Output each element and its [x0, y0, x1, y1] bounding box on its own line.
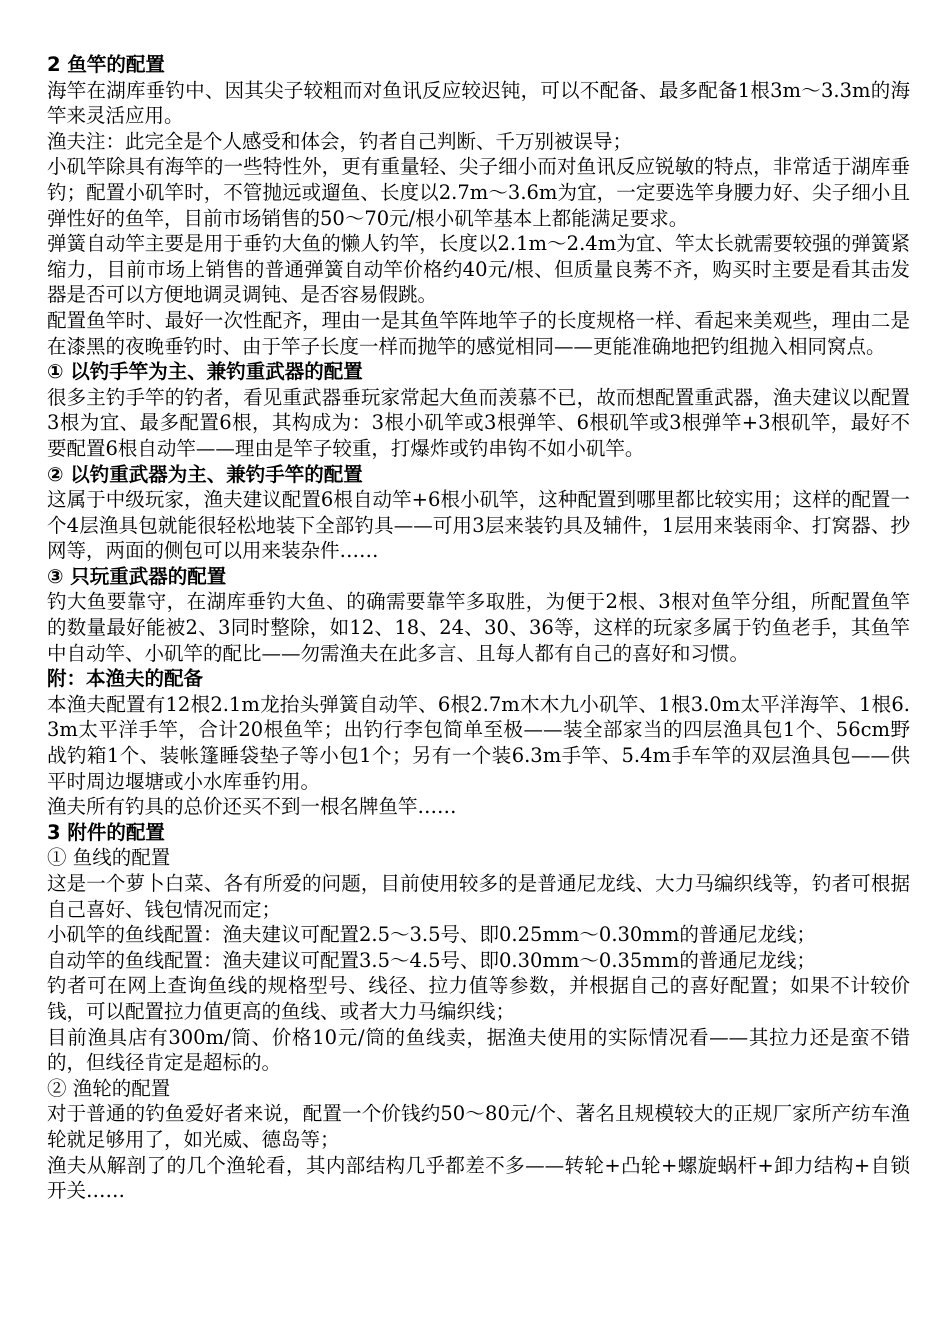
- section-heading-accessories: 3 附件的配置: [47, 820, 165, 844]
- paragraph-line-small-rod: 小矶竿的鱼线配置：渔夫建议可配置2.5～3.5号、即0.25mm～0.30mm的普通尼龙线；: [47, 923, 816, 947]
- subheading-heavy-only: ③ 只玩重武器的配置: [47, 564, 227, 588]
- paragraph-line-shop: 目前渔具店有300m/筒、价格10元/筒的鱼线卖，据渔夫使用的实际情况看——其拉力还是蛮不错的，但线径肯定是超标的。: [47, 1025, 910, 1075]
- paragraph-author-note: 渔夫注：此完全是个人感受和体会，钓者自己判断、千万别被误导；: [47, 129, 633, 153]
- paragraph-small-rock-rod: 小矶竿除具有海竿的一些特性外，更有重量轻、尖子细小而对鱼讯反应锐敏的特点，非常适于湖库垂钓；配置小矶竿时，不管抛远或遛鱼、长度以2.7m～3.6m为宜，一定要选竿身腰力好、尖子细小且弹性好的鱼竿，目前市场销售的50～70元/根小矶竿基本上都能满足要求。: [47, 155, 910, 230]
- paragraph-configure-at-once: 配置鱼竿时、最好一次性配齐，理由一是其鱼竿阵地竿子的长度规格一样、看起来美观些，理由二是在漆黑的夜晚垂钓时、由于竿子长度一样而抛竿的感觉相同——更能准确地把钓组抛入相同窝点。: [47, 308, 910, 358]
- paragraph-hand-rod-main: 很多主钓手竿的钓者，看见重武器垂玩家常起大鱼而羡慕不已，故而想配置重武器，渔夫建议以配置3根为宜、最多配置6根，其构成为：3根小矶竿或3根弹竿、6根矶竿或3根弹竿+3根矶竿，最好不要配置6根自动竿——理由是竿子较重，打爆炸或钓串钩不如小矶竿。: [47, 385, 910, 460]
- subheading-heavy-main: ② 以钓重武器为主、兼钓手竿的配置: [47, 462, 363, 486]
- paragraph-heavy-only: 钓大鱼要靠守，在湖库垂钓大鱼、的确需要靠竿多取胜，为便于2根、3根对鱼竿分组，所配置鱼竿的数量最好能被2、3同时整除，如12、18、24、30、36等，这样的玩家多属于钓鱼老手，其鱼竿中自动竿、小矶竿的配比——勿需渔夫在此多言、且每人都有自己的喜好和习惯。: [47, 590, 910, 665]
- paragraph-line-specs: 钓者可在网上查询鱼线的规格型号、线径、拉力值等参数，并根据自己的喜好配置；如果不计较价钱，可以配置拉力值更高的鱼线、或者大力马编织线；: [47, 974, 910, 1023]
- paragraph-reel-structure: 渔夫从解剖了的几个渔轮看，其内部结构几乎都差不多——转轮+凸轮+螺旋蜗杆+卸力结构+自锁开关……: [47, 1153, 910, 1203]
- paragraph-line-preference: 这是一个萝卜白菜、各有所爱的问题，目前使用较多的是普通尼龙线、大力马编织线等，钓者可根据自己喜好、钱包情况而定；: [47, 872, 910, 921]
- subheading-fishing-line: ① 鱼线的配置: [47, 846, 171, 870]
- subheading-reel: ② 渔轮的配置: [47, 1076, 171, 1100]
- paragraph-heavy-main: 这属于中级玩家，渔夫建议配置6根自动竿+6根小矶竿，这种配置到哪里都比较实用；这样的配置一个4层渔具包就能很轻松地装下全部钓具——可用3层来装钓具及辅件，1层用来装雨伞、打窝器、抄网等，两面的侧包可以用来装杂件……: [47, 488, 910, 563]
- paragraph-reel-choice: 对于普通的钓鱼爱好者来说，配置一个价钱约50～80元/个、著名且规模较大的正规厂家所产纺车渔轮就足够用了，如光威、德岛等；: [47, 1102, 910, 1151]
- paragraph-total-price: 渔夫所有钓具的总价还买不到一根名牌鱼竿……: [47, 795, 457, 819]
- paragraph-sea-rod: 海竿在湖库垂钓中、因其尖子较粗而对鱼讯反应较迟钝，可以不配备、最多配备1根3m～3.3m的海竿来灵活应用。: [47, 78, 910, 128]
- paragraph-my-gear: 本渔夫配置有12根2.1m龙抬头弹簧自动竿、6根2.7m木木九小矶竿、1根3.0m太平洋海竿、1根6.3m太平洋手竿，合计20根鱼竿；出钓行李包简单至极——装全部家当的四层渔具包1个、56cm野战钓箱1个、装帐篷睡袋垫子等小包1个；另有一个装6.3m手竿、5.4m手车竿的双层渔具包——供平时周边堰塘或小水库垂钓用。: [47, 692, 910, 793]
- subheading-my-gear: 附：本渔夫的配备: [47, 667, 204, 691]
- paragraph-line-auto-rod: 自动竿的鱼线配置：渔夫建议可配置3.5～4.5号、即0.30mm～0.35mm的普通尼龙线；: [47, 948, 816, 972]
- paragraph-spring-auto-rod: 弹簧自动竿主要是用于垂钓大鱼的懒人钓竿，长度以2.1m～2.4m为宜、竿太长就需要较强的弹簧紧缩力，目前市场上销售的普通弹簧自动竿价格约40元/根、但质量良莠不齐，购买时主要是看其击发器是否可以方便地调灵调钝、是否容易假跳。: [47, 232, 910, 307]
- subheading-hand-rod-main: ① 以钓手竿为主、兼钓重武器的配置: [47, 360, 363, 384]
- section-heading-rods: 2 鱼竿的配置: [47, 53, 165, 76]
